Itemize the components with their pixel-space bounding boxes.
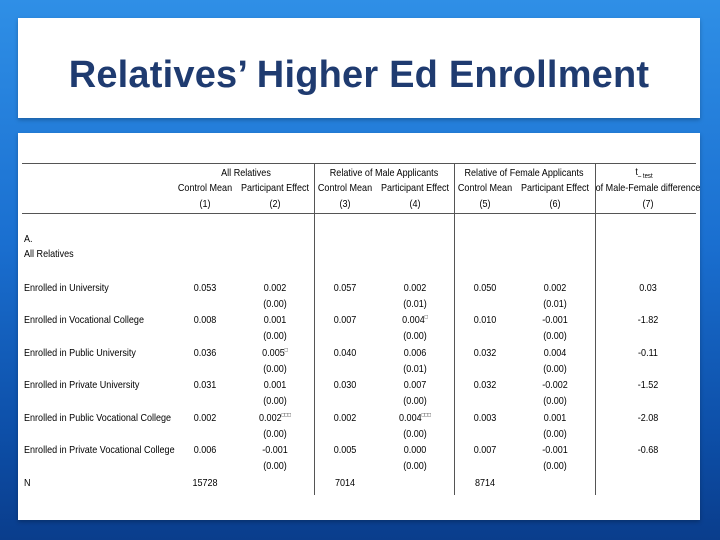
cell-value: 0.006: [403, 346, 427, 359]
cell-cm1: [194, 379, 217, 391]
col-separator-3: [595, 163, 596, 495]
group-header-male: Relative of Male Applicants: [329, 167, 439, 179]
cell-cm5: [474, 412, 497, 424]
colnum-6: (6): [549, 198, 561, 210]
cell-value: 0.030: [333, 379, 357, 392]
slide-title: Relatives’ Higher Ed Enrollment: [68, 54, 650, 96]
cell-value: 0.002: [259, 411, 282, 424]
cell-pe6: [544, 347, 567, 359]
cell-value: 0.006: [193, 444, 217, 456]
cell-pe6: [542, 379, 568, 391]
section-sublabel: All Relatives: [24, 248, 74, 260]
cell-value: 0.036: [193, 346, 217, 359]
cell-standard-error: (0.00): [543, 395, 567, 408]
cell-cm3: [334, 282, 357, 294]
significance-marker: □□□: [421, 412, 431, 419]
cell-value: 0.002: [543, 282, 567, 294]
subheader-2: Participant Effect: [240, 182, 310, 194]
row-label: Enrolled in Vocational College: [24, 314, 144, 327]
cell-value: -2.08: [637, 411, 659, 424]
col-separator-1: [314, 163, 315, 495]
colnum-5: (5): [479, 198, 491, 210]
cell-cm1: [194, 444, 217, 456]
cell-value: -1.52: [637, 379, 659, 392]
cell-value: 0.008: [193, 314, 217, 327]
cell-value: 0.040: [333, 346, 357, 359]
n-value-female: 8714: [474, 477, 496, 489]
cell-t7: [638, 444, 659, 456]
cell-cm3: [334, 412, 357, 424]
colnum-1: (1): [199, 198, 211, 210]
title-panel: [18, 18, 700, 118]
cell-standard-error: (0.01): [403, 298, 427, 310]
cell-value: 0.004: [399, 411, 422, 424]
cell-standard-error: (0.00): [403, 460, 427, 472]
subheader-5: Control Mean: [457, 182, 513, 194]
cell-cm5: [474, 314, 497, 326]
cell-cm3: [334, 347, 357, 359]
row-label: Enrolled in Private Vocational College: [24, 444, 175, 456]
cell-cm1: [194, 412, 217, 424]
cell-value: 0.001: [543, 411, 567, 424]
ttest-header-sub: of Male-Female difference: [595, 182, 701, 194]
cell-value: 0.032: [473, 379, 497, 392]
cell-pe4: [402, 314, 428, 326]
significance-marker: □: [424, 314, 428, 321]
cell-pe4: [404, 379, 427, 391]
cell-value: 0.005: [262, 346, 285, 359]
cell-value: -0.001: [542, 314, 568, 327]
cell-pe4: [404, 347, 427, 359]
cell-value: 0.032: [473, 346, 497, 359]
cell-pe6: [542, 444, 568, 456]
significance-marker: □: [284, 347, 288, 354]
row-label: Enrolled in Public Vocational College: [24, 411, 172, 424]
cell-t7: [638, 412, 659, 424]
cell-pe2: [262, 347, 288, 359]
n-value-all: 15728: [192, 477, 218, 489]
cell-t7: [638, 347, 658, 359]
cell-cm3: [334, 379, 357, 391]
cell-pe2: [264, 379, 287, 391]
group-header-all: All Relatives: [221, 167, 271, 179]
subheader-4: Participant Effect: [380, 182, 450, 194]
cell-standard-error: (0.00): [403, 330, 427, 343]
cell-value: 0.007: [403, 379, 427, 392]
cell-pe6: [544, 412, 567, 424]
cell-pe2: [262, 444, 288, 456]
cell-value: 0.050: [473, 282, 497, 294]
cell-value: 0.005: [333, 444, 357, 456]
cell-value: 0.057: [333, 282, 357, 294]
cell-value: 0.007: [473, 444, 497, 456]
cell-value: -0.001: [542, 444, 568, 456]
cell-pe2: [259, 412, 291, 424]
cell-value: 0.002: [193, 411, 217, 424]
n-label: N: [24, 477, 31, 489]
cell-value: -0.001: [262, 444, 288, 456]
cell-t7: [638, 314, 659, 326]
colnum-7: (7): [642, 198, 654, 210]
cell-pe4: [404, 444, 427, 456]
subheader-3: Control Mean: [317, 182, 373, 194]
cell-t7: [638, 379, 659, 391]
cell-standard-error: (0.00): [263, 460, 287, 472]
cell-standard-error: (0.00): [543, 330, 567, 343]
significance-marker: □□□: [281, 412, 291, 419]
cell-standard-error: (0.00): [543, 427, 567, 440]
cell-standard-error: (0.00): [263, 395, 287, 408]
ttest-header: $t_{- test}$: [635, 166, 653, 181]
cell-value: 0.010: [473, 314, 497, 327]
cell-value: 0.002: [403, 282, 427, 294]
cell-standard-error: (0.01): [543, 298, 567, 310]
row-label: Enrolled in Public University: [24, 346, 136, 359]
cell-value: 0.007: [333, 314, 357, 327]
row-label: Enrolled in Private University: [24, 379, 140, 392]
cell-cm5: [474, 444, 497, 456]
cell-standard-error: (0.00): [263, 298, 287, 310]
cell-value: 0.001: [263, 379, 287, 392]
colnum-2: (2): [269, 198, 281, 210]
cell-standard-error: (0.01): [403, 362, 427, 375]
cell-value: -0.002: [542, 379, 568, 392]
cell-value: 0.004: [402, 314, 425, 327]
row-label: Enrolled in University: [24, 282, 109, 294]
colnum-4: (4): [409, 198, 421, 210]
cell-value: 0.003: [473, 411, 497, 424]
table-panel: [18, 133, 700, 520]
cell-cm1: [194, 347, 217, 359]
cell-cm5: [474, 379, 497, 391]
cell-value: 0.053: [193, 282, 217, 294]
subheader-6: Participant Effect: [520, 182, 590, 194]
cell-standard-error: (0.00): [263, 330, 287, 343]
cell-standard-error: (0.00): [263, 362, 287, 375]
cell-value: -1.82: [637, 314, 659, 327]
cell-standard-error: (0.00): [263, 427, 287, 440]
cell-cm5: [474, 282, 497, 294]
cell-value: 0.03: [639, 282, 657, 294]
cell-cm3: [334, 314, 357, 326]
group-header-female: Relative of Female Applicants: [464, 167, 584, 179]
cell-standard-error: (0.00): [543, 460, 567, 472]
cell-pe2: [264, 282, 287, 294]
cell-pe6: [542, 314, 568, 326]
n-value-male: 7014: [334, 477, 356, 489]
cell-cm5: [474, 347, 497, 359]
cell-standard-error: (0.00): [403, 427, 427, 440]
cell-cm3: [334, 444, 357, 456]
subheader-1: Control Mean: [177, 182, 233, 194]
cell-value: 0.002: [333, 411, 357, 424]
cell-pe6: [544, 282, 567, 294]
cell-pe4: [399, 412, 431, 424]
cell-value: -0.68: [637, 444, 659, 456]
cell-pe4: [404, 282, 427, 294]
cell-value: 0.000: [403, 444, 427, 456]
cell-value: -0.11: [638, 346, 658, 359]
cell-standard-error: (0.00): [543, 362, 567, 375]
cell-value: 0.001: [263, 314, 287, 327]
cell-t7: [639, 282, 657, 294]
cell-pe2: [264, 314, 287, 326]
cell-value: 0.004: [543, 346, 567, 359]
colnum-3: (3): [339, 198, 351, 210]
cell-cm1: [194, 282, 217, 294]
cell-value: 0.002: [263, 282, 287, 294]
col-separator-2: [454, 163, 455, 495]
cell-value: 0.031: [193, 379, 217, 392]
cell-standard-error: (0.00): [403, 395, 427, 408]
cell-cm1: [194, 314, 217, 326]
section-label: A.: [24, 233, 33, 245]
